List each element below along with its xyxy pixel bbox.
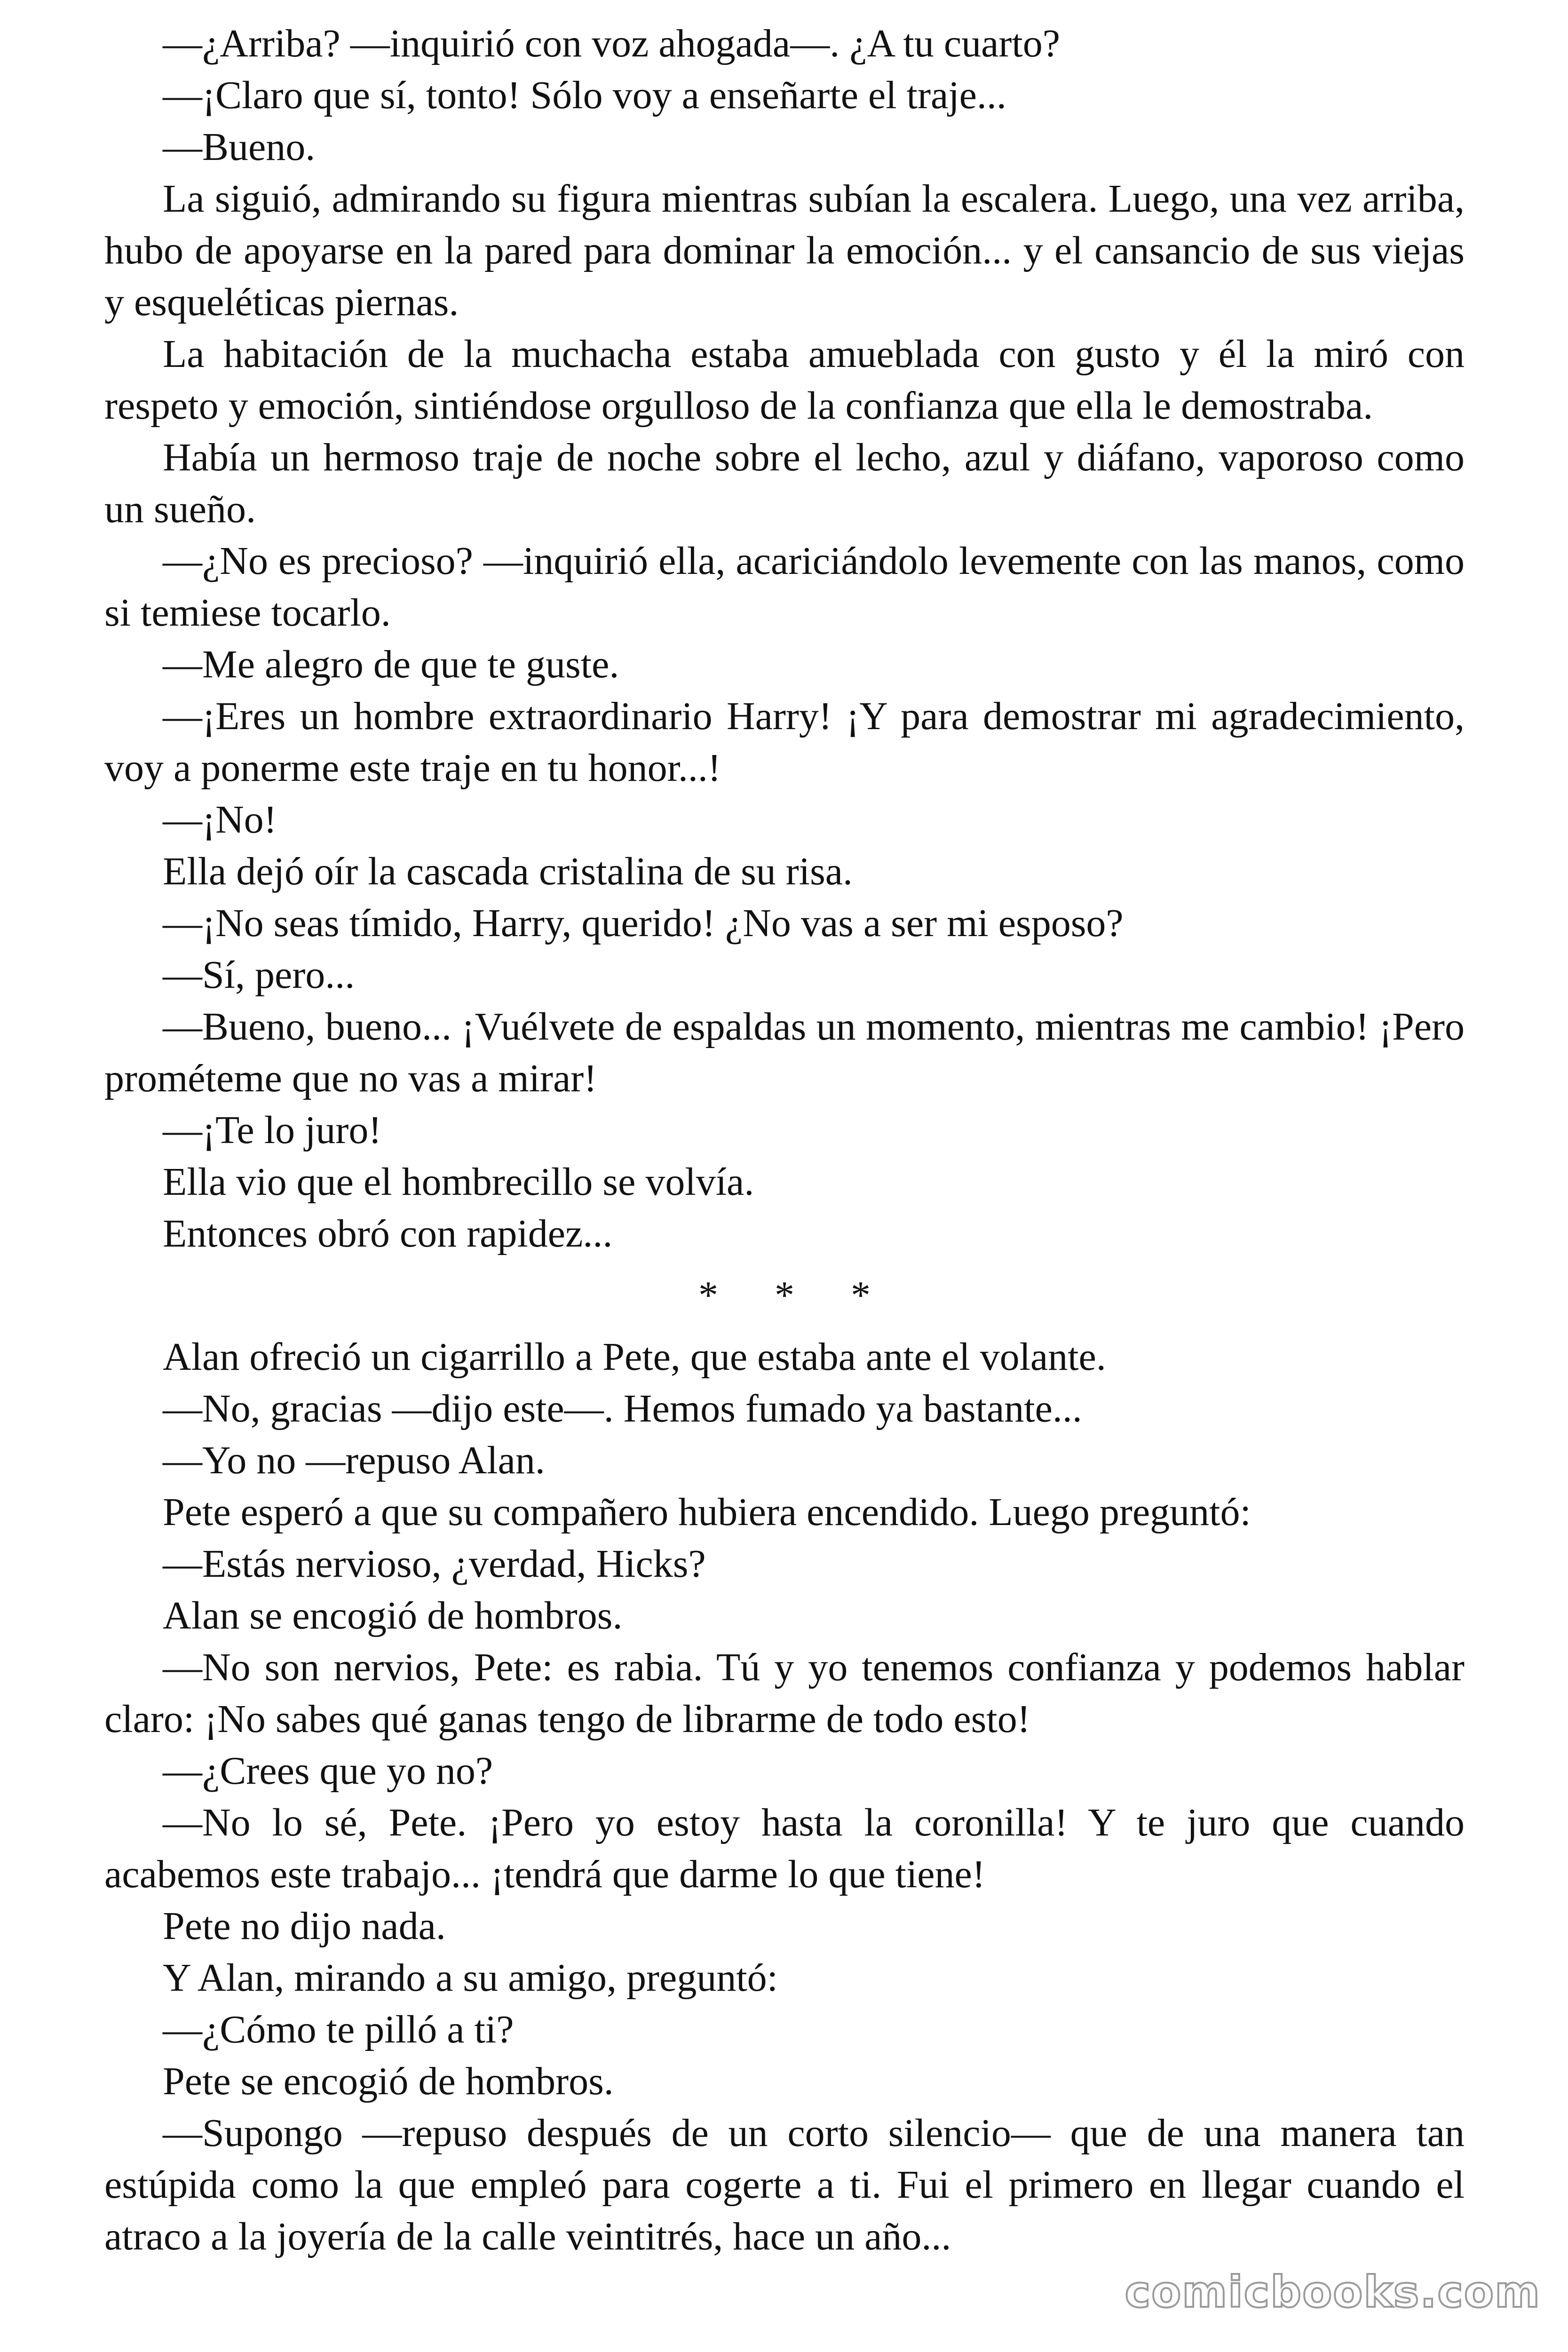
paragraph: Pete no dijo nada. [163,1904,446,1948]
body-text [104,18,1465,2263]
paragraph: —¡Te lo juro! [163,1108,382,1152]
paragraph: Y Alan, mirando a su amigo, preguntó: [163,1956,778,2000]
paragraph: —¡Claro que sí, tonto! Sólo voy a enseñarte el traje... [163,73,1006,117]
paragraph: La habitación de la muchacha estaba amueblada con gusto y él la miró con respeto y emoción, sintiéndose orgulloso de la confianza que ella le demostraba. [104,332,1465,428]
paragraph: Ella dejó oír la cascada cristalina de su risa. [163,850,853,893]
paragraph: —¡No seas tímido, Harry, querido! ¿No vas a ser mi esposo? [163,901,1124,945]
paragraph: —No, gracias —dijo este—. Hemos fumado ya bastante... [163,1387,1082,1430]
paragraph: Había un hermoso traje de noche sobre el lecho, azul y diáfano, vaporoso como un sueño. [104,436,1465,531]
paragraph: Ella vio que el hombrecillo se volvía. [163,1160,754,1204]
asterisk: * [698,1273,718,1317]
paragraph: —¿Arriba? —inquirió con voz ahogada—. ¿A tu cuarto? [163,22,1061,65]
paragraph: La siguió, admirando su figura mientras subían la escalera. Luego, una vez arriba, hubo de apoyarse en la pared para dominar la emoción... y el cansancio de sus viejas y esqueléticas piernas. [104,177,1465,324]
paragraph: —Yo no —repuso Alan. [163,1438,545,1482]
asterisk: * [851,1273,871,1317]
paragraph: —¿No es precioso? —inquirió ella, acariciándolo levemente con las manos, como si temiese tocarlo. [104,539,1465,635]
watermark: comicbooks.com [1125,2267,1541,2317]
paragraph: —No lo sé, Pete. ¡Pero yo estoy hasta la coronilla! Y te juro que cuando acabemos este trabajo... ¡tendrá que darme lo que tiene! [104,1801,1465,1896]
paragraph: —Bueno, bueno... ¡Vuélvete de espaldas un momento, mientras me cambio! ¡Pero prométeme que no vas a mirar! [104,1005,1465,1100]
paragraph: —Estás nervioso, ¿verdad, Hicks? [163,1542,706,1586]
paragraph: Alan ofreció un cigarrillo a Pete, que estaba ante el volante. [163,1335,1106,1379]
paragraph: Pete esperó a que su compañero hubiera encendido. Luego preguntó: [163,1490,1251,1534]
paragraph: Entonces obró con rapidez... [163,1212,613,1255]
paragraph: Pete se encogió de hombros. [163,2059,614,2103]
paragraph: —Bueno. [163,125,316,169]
paragraph: —¿Cómo te pilló a ti? [163,2008,514,2051]
paragraph: —Sí, pero... [163,953,355,997]
paragraph: —Me alegro de que te guste. [163,643,619,686]
paragraph: —Supongo —repuso después de un corto silencio— que de una manera tan estúpida como la que empleó para cogerte a ti. Fui el primero en llegar cuando el atraco a la joyería de la calle veintitrés, hace un año... [104,2111,1465,2258]
paragraph: —¿Crees que yo no? [163,1749,493,1793]
paragraph: —No son nervios, Pete: es rabia. Tú y yo tenemos confianza y podemos hablar claro: ¡No sabes qué ganas tengo de librarme de todo esto! [104,1645,1465,1741]
asterisk: * [775,1273,794,1317]
scene-break [104,1260,1465,1331]
paragraph: —¡No! [163,798,277,842]
paragraph: Alan se encogió de hombros. [163,1594,623,1637]
paragraph: —¡Eres un hombre extraordinario Harry! ¡Y para demostrar mi agradecimiento, voy a ponerme este traje en tu honor...! [104,694,1465,790]
